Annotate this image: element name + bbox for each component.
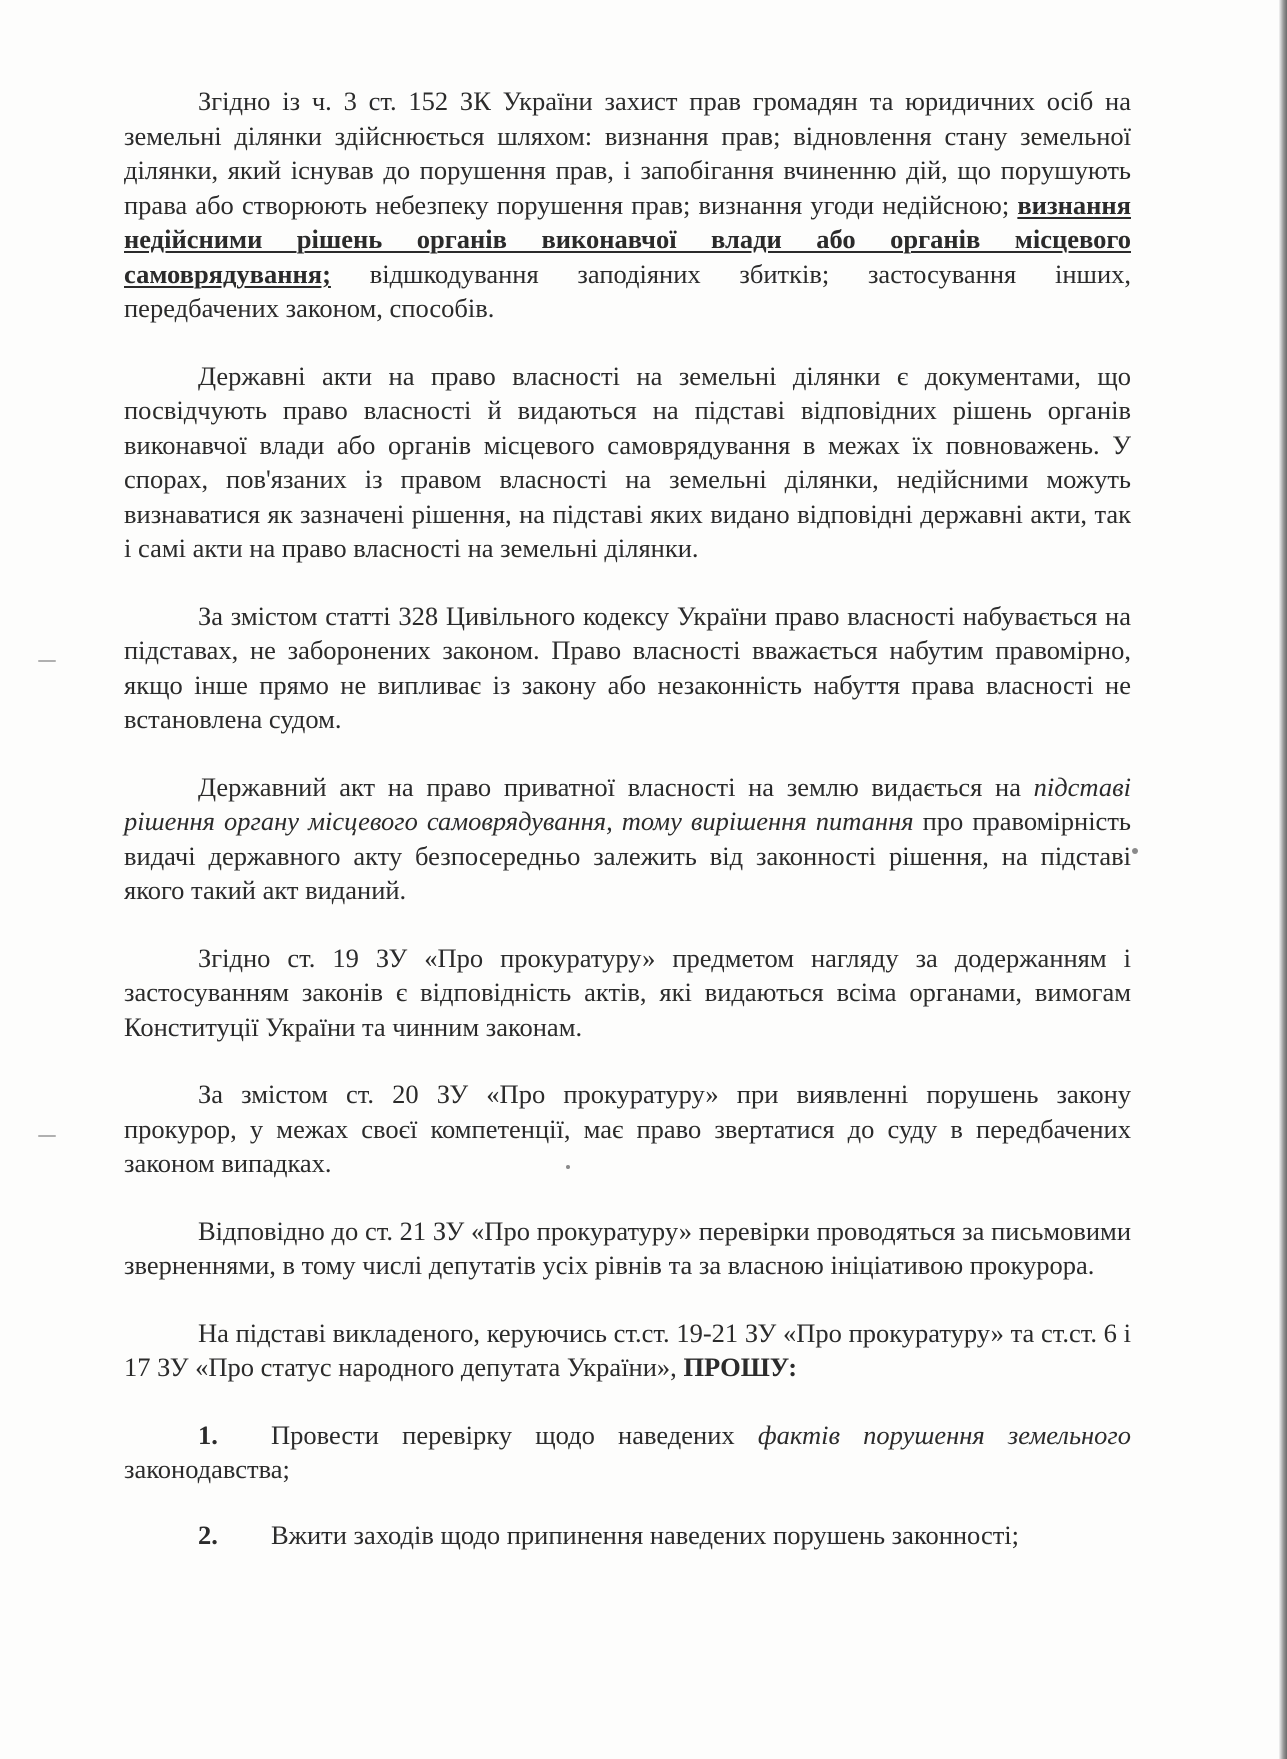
- paragraph-article-20: [124, 1077, 1131, 1181]
- paragraph-text: Державні акти на право власності на земельні ділянки є документами, що посвідчують право власності й видаються на підставі відповідних рішень органів виконавчої влади або органів місцевого самоврядування в межах їх повноважень. У спорах, пов'язаних із правом власності на земельні ділянки, недійсними можуть визнаватися як зазначені рішення, на підставі яких видано відповідні державні акти, так і самі акти на право власності на земельні ділянки.: [124, 360, 1131, 563]
- paragraph-text: За змістом статті 328 Цивільного кодексу України право власності набувається на підставах, не заборонених законом. Право власності вважається набутим правомірно, якщо інше прямо не випливає із закону або незаконність набуття права власності не встановлена судом.: [124, 600, 1131, 734]
- paragraph-article-19: [124, 941, 1131, 1045]
- paragraph-text: За змістом ст. 20 ЗУ «Про прокуратуру» при виявленні порушень закону прокурор, у межах своєї компетенції, має право звертатися до суду в передбачених законом випадках.: [124, 1079, 1131, 1178]
- request-item-2: [124, 1518, 1131, 1553]
- paragraph-civil-code: [124, 599, 1131, 737]
- paragraph-state-acts: [124, 359, 1131, 566]
- italic-phrase: підставі рішення органу місцевого самоврядування, тому вирішення питання: [124, 771, 1131, 836]
- scan-speck: [38, 1135, 56, 1137]
- scan-speck: [38, 660, 56, 662]
- paragraph-text: Згідно ст. 19 ЗУ «Про прокуратуру» предметом нагляду за додержанням і застосуванням законів є відповідність актів, які видаються всіма органами, вимогам Конституції України та чинним законам.: [124, 942, 1131, 1042]
- paragraph-text: Згідно із ч. 3 ст. 152 ЗК України захист прав громадян та юридичних осіб на земельні ділянки здійснюється шляхом: визнання прав; відновлення стану земельної ділянки, який існував до порушення прав, і запобігання вчиненню дій, що порушують права або створюють небезпеку порушення прав; визнання угоди недійсною;: [124, 86, 1131, 220]
- request-text: Вжити заходів щодо припинення наведених порушень законності;: [271, 1519, 1020, 1550]
- paragraph-text: Відповідно до ст. 21 ЗУ «Про прокуратуру» перевірки проводяться за письмовими зверненнями, в тому числі депутатів усіх рівнів та за власною ініціативою прокурора.: [124, 1215, 1131, 1280]
- italic-phrase: фактів порушення земельного: [757, 1419, 1131, 1450]
- paragraph-protection-methods: [124, 84, 1131, 326]
- underlined-emphasis: визнання недійсними рішень органів виконавчої влади або органів місцевого самоврядування;: [124, 189, 1131, 289]
- request-text: Провести перевірку щодо наведених: [271, 1419, 758, 1450]
- paragraph-text: На підставі викладеного, керуючись ст.ст. 19-21 ЗУ «Про прокуратуру» та ст.ст. 6 і 17 ЗУ «Про статус народного депутата України»,: [124, 1317, 1131, 1382]
- paragraph-text: відшкодування заподіяних збитків; застосування інших, передбачених законом, способів.: [124, 258, 1131, 323]
- request-item-1: [124, 1418, 1131, 1487]
- scan-speck: [1132, 848, 1138, 854]
- paragraph-text: про правомірність видачі державного акту безпосередньо залежить від законності рішення, на підставі якого такий акт виданий.: [124, 806, 1131, 905]
- request-text: законодавства;: [124, 1454, 290, 1484]
- paragraph-article-21: [124, 1214, 1131, 1283]
- request-heading: ПРОШУ:: [683, 1352, 798, 1382]
- list-number: 1.: [198, 1419, 218, 1450]
- list-number: 2.: [198, 1519, 218, 1550]
- page-edge-shadow: [1279, 0, 1287, 1759]
- scan-speck: [566, 1165, 570, 1169]
- document-body: [124, 84, 1131, 1583]
- paragraph-text: Державний акт на право приватної власності на землю видається на: [198, 771, 1034, 802]
- paragraph-private-ownership-act: [124, 770, 1131, 908]
- paragraph-request-intro: [124, 1316, 1131, 1385]
